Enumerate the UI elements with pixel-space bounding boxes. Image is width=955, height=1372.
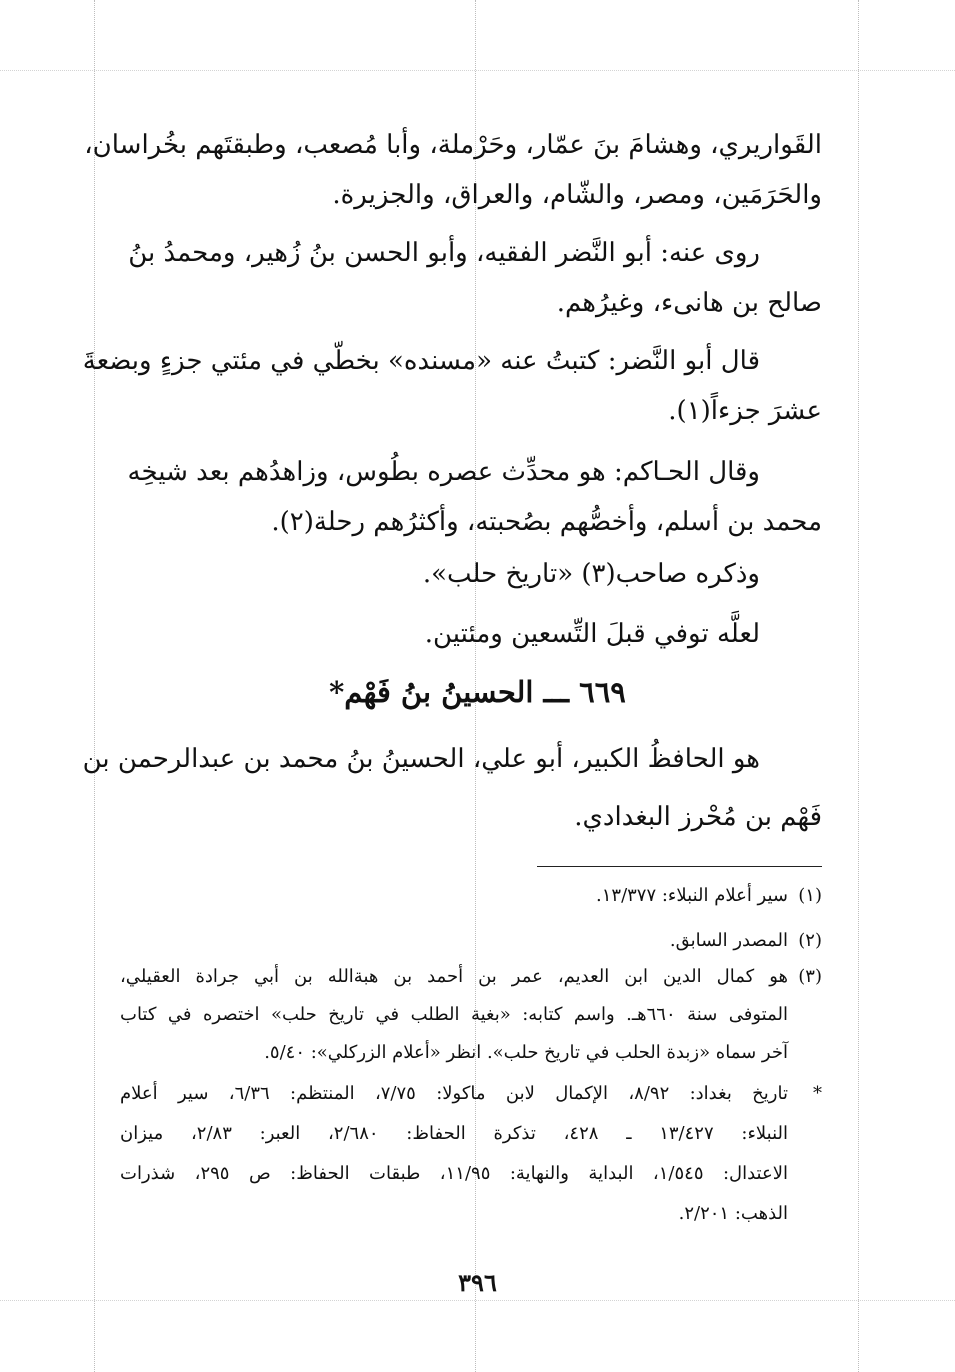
footnote-text: المصدر السابق. <box>669 930 788 951</box>
footnote-3 <box>120 964 822 990</box>
body-line: روى عنه: أبو النَّضر الفقيه، وأبو الحسن بنُ زُهير، ومحمدُ بنُ <box>128 238 760 268</box>
footnote-marker: (٣) <box>798 966 822 987</box>
scan-guide-line <box>0 1300 955 1301</box>
footnote-text: هو كمال الدين ابن العديم، عمر بن أحمد بن هبةالله بن أبي جرادة العقيلي، <box>120 966 788 987</box>
body-line: وقال الحـاكم: هو محدِّث عصره بطُوس، وزاهدُهم بعد شيخِه <box>127 457 760 487</box>
body-line: هو الحافظُ الكبير، أبو علي، الحسينُ بنُ محمد بن عبدالرحمن بن <box>82 744 760 774</box>
footnote-text: تاريخ بغداد: ٨/٩٢، الإكمال لابن ماكولا: ٧/٧٥، المنتظم: ٦/٣٦، سير أعلام <box>120 1083 788 1104</box>
body-line: لعلَّه توفي قبلَ التِّسعين ومئتين. <box>424 619 760 649</box>
footnote-1 <box>120 883 822 909</box>
footnote-star-cont: النبلاء: ١٣/٤٢٧ ـ ٤٢٨، تذكرة الحفاظ: ٢/٦٨٠، العبر: ٢/٨٣، ميزان <box>120 1123 788 1144</box>
body-line: عشرَ جزءاً(١). <box>668 396 822 426</box>
body-line: فَهْم بن مُحْرز البغدادي. <box>574 802 822 832</box>
entry-heading: ٦٦٩ ـــ الحسينُ بنُ فَهْم* <box>329 675 626 709</box>
body-line: صالح بن هانىء، وغيرُهم. <box>556 288 822 318</box>
footnote-2 <box>120 928 822 954</box>
footnote-star-cont: الاعتدال: ١/٥٤٥، البداية والنهاية: ١١/٩٥، طبقات الحفاظ: ص ٢٩٥، شذرات <box>120 1163 789 1184</box>
footnote-marker: (١) <box>798 885 822 906</box>
footnote-star <box>120 1081 822 1107</box>
body-line: محمد بن أسلم، وأخصُّهم بصُحبته، وأكثرُهم رحلة(٢). <box>271 507 822 537</box>
footnote-text: سير أعلام النبلاء: ١٣/٣٧٧. <box>596 885 788 906</box>
footnote-star-cont: الذهب: ٢/٢٠١. <box>678 1203 788 1224</box>
footnote-3-cont: المتوفى سنة ٦٦٠هـ. واسم كتابه: «بغية الطلب في تاريخ حلب» اختصره في كتاب <box>120 1004 788 1025</box>
body-line: قال أبو النَّضر: كتبتُ عنه «مسنده» بخطّي في مئتي جزءٍ وبضعةَ <box>82 346 760 376</box>
page-number: ٣٩٦ <box>458 1268 497 1297</box>
footnote-marker: * <box>813 1083 822 1104</box>
body-line: وذكره صاحب(٣) «تاريخ حلب». <box>422 559 760 589</box>
body-line: والحَرَمَين، ومصر، والشّام، والعراق، والجزيرة. <box>332 180 822 210</box>
footnote-separator <box>537 866 822 867</box>
body-line: القَواريري، وهشامَ بنَ عمّار، وحَرْملة، وأبا مُصعب، وطبقتَهم بخُراسان، <box>84 130 822 160</box>
scan-guide-line <box>0 70 955 71</box>
footnote-3-cont: آخر سماه «زبدة الحلب في تاريخ حلب». انظر «أعلام الزركلي»: ٥/٤٠. <box>264 1042 788 1063</box>
footnote-marker: (٢) <box>798 930 822 951</box>
